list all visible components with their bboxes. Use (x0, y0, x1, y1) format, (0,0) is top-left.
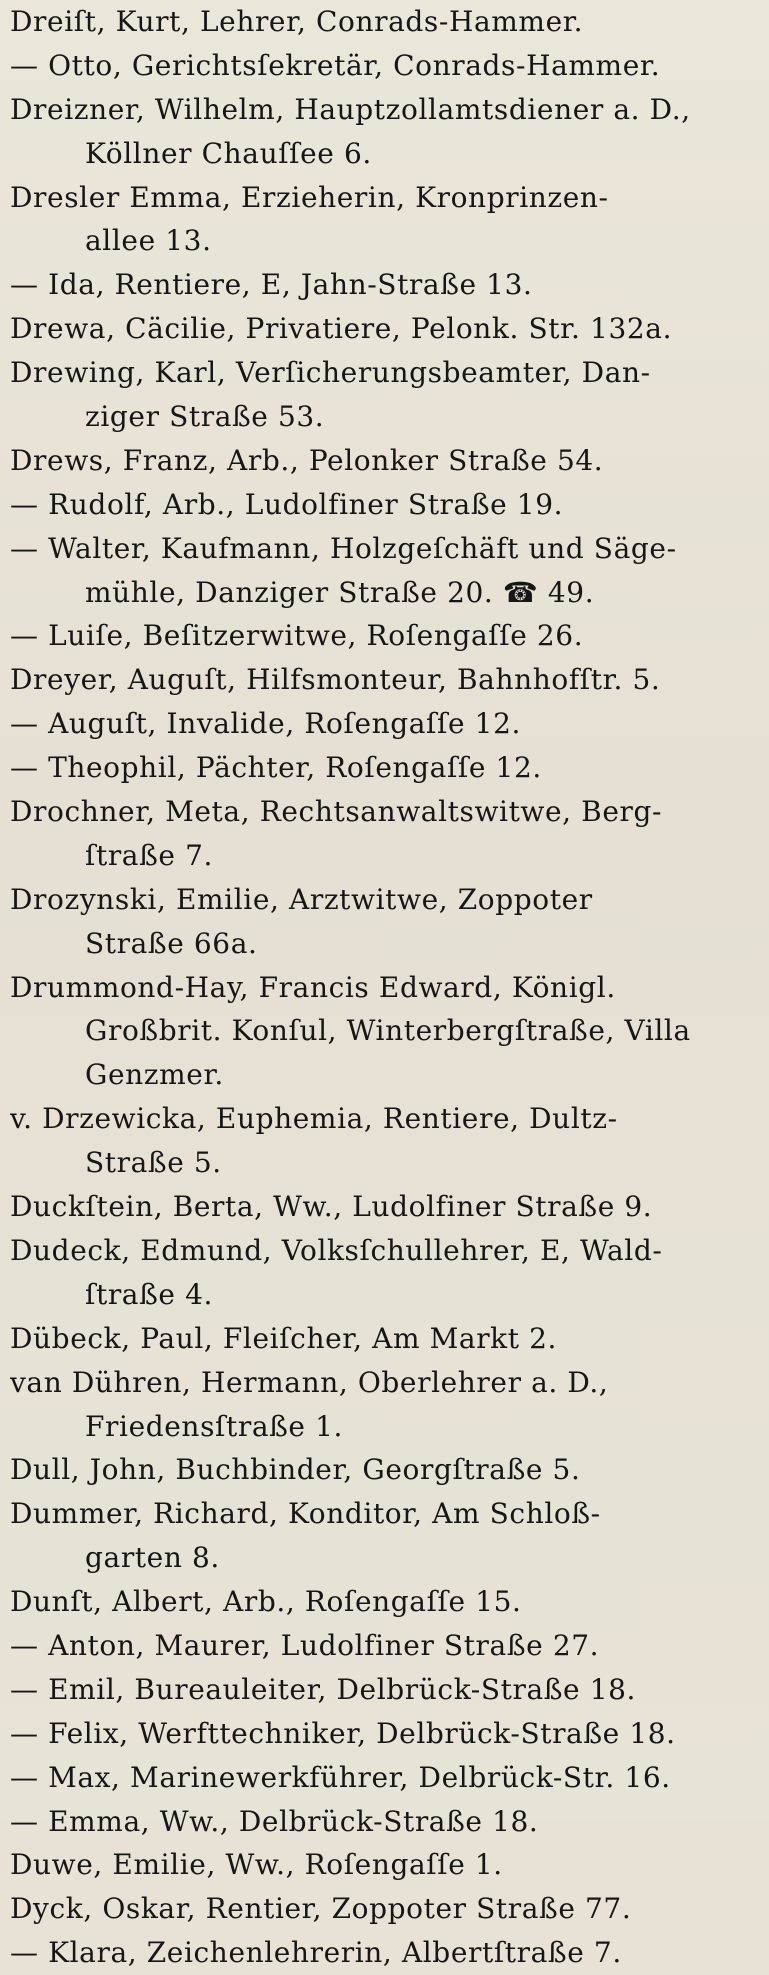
entry-line: Drozynski, Emilie, Arztwitwe, Zoppoter (10, 882, 593, 916)
entry-line: Dresler Emma, Erzieherin, Kronprinzen- (10, 180, 609, 214)
entry-line: — Max, Marinewerkführer, Delbrück-Str. 16. (10, 1760, 671, 1794)
entry-continuation-line: Friedensſtraße 1. (85, 1409, 344, 1443)
entry-line: Drewing, Karl, Verſicherungsbeamter, Dan- (10, 356, 651, 390)
entry-continuation-line: Großbrit. Konſul, Winterbergſtraße, Villa (85, 1014, 691, 1048)
entry-line: — Auguſt, Invalide, Roſengaſſe 12. (10, 707, 521, 741)
directory-entries (10, 0, 762, 1975)
entry-line: — Klara, Zeichenlehrerin, Albertſtraße 7. (10, 1936, 622, 1970)
entry-line: — Otto, Gerichtsſekretär, Conrads-Hammer. (10, 48, 661, 82)
entry-line: Drews, Franz, Arb., Pelonker Straße 54. (10, 443, 604, 477)
entry-line: Drummond-Hay, Francis Edward, Königl. (10, 970, 616, 1004)
entry-line: v. Drzewicka, Euphemia, Rentiere, Dultz- (10, 1102, 618, 1136)
entry-line: — Anton, Maurer, Ludolfiner Straße 27. (10, 1628, 600, 1662)
entry-line: — Emma, Ww., Delbrück-Straße 18. (10, 1804, 539, 1838)
entry-line: — Walter, Kaufmann, Holzgeſchäft und Säge- (10, 531, 677, 565)
entry-continuation-line: ſtraße 4. (85, 1277, 213, 1311)
entry-line: Dull, John, Buchbinder, Georgſtraße 5. (10, 1453, 581, 1487)
entry-continuation-line: Straße 5. (85, 1146, 222, 1180)
entry-line: — Felix, Werfttechniker, Delbrück-Straße 18. (10, 1716, 676, 1750)
entry-line: — Rudolf, Arb., Ludolfiner Straße 19. (10, 487, 564, 521)
entry-line: Duwe, Emilie, Ww., Roſengaſſe 1. (10, 1848, 503, 1882)
entry-line: Dübeck, Paul, Fleiſcher, Am Markt 2. (10, 1321, 558, 1355)
entry-line: Dreyer, Auguſt, Hilfsmonteur, Bahnhofſtr. 5. (10, 663, 661, 697)
entry-line: Duckſtein, Berta, Ww., Ludolfiner Straße 9. (10, 1190, 653, 1224)
entry-continuation-line: ſtraße 7. (85, 838, 213, 872)
entry-line: — Theophil, Pächter, Roſengaſſe 12. (10, 751, 542, 785)
entry-line: Dudeck, Edmund, Volksſchullehrer, E, Wald- (10, 1233, 663, 1267)
entry-continuation-line: Genzmer. (85, 1058, 224, 1092)
entry-line: Dyck, Oskar, Rentier, Zoppoter Straße 77. (10, 1892, 632, 1926)
entry-line: — Luiſe, Beſitzerwitwe, Roſengaſſe 26. (10, 619, 584, 653)
entry-continuation-line: Köllner Chauſſee 6. (85, 136, 372, 170)
entry-continuation-line: allee 13. (85, 224, 212, 258)
entry-line: Dummer, Richard, Konditor, Am Schloß- (10, 1497, 601, 1531)
entry-line: Dreizner, Wilhelm, Hauptzollamtsdiener a. D., (10, 92, 691, 126)
entry-continuation-line: ziger Straße 53. (85, 400, 325, 434)
entry-line: Drochner, Meta, Rechtsanwaltswitwe, Berg- (10, 795, 663, 829)
entry-line: — Emil, Bureauleiter, Delbrück-Straße 18. (10, 1672, 637, 1706)
entry-continuation-line: mühle, Danziger Straße 20. ☎ 49. (85, 575, 595, 609)
entry-line: Dunſt, Albert, Arb., Roſengaſſe 15. (10, 1585, 522, 1619)
entry-line: Drewa, Cäcilie, Privatiere, Pelonk. Str. 132a. (10, 312, 673, 346)
entry-continuation-line: garten 8. (85, 1541, 220, 1575)
entry-continuation-line: Straße 66a. (85, 926, 258, 960)
entry-line: Dreiſt, Kurt, Lehrer, Conrads-Hammer. (10, 5, 584, 38)
entry-line: van Dühren, Hermann, Oberlehrer a. D., (10, 1365, 609, 1399)
entry-line: — Ida, Rentiere, E, Jahn-Straße 13. (10, 268, 533, 302)
